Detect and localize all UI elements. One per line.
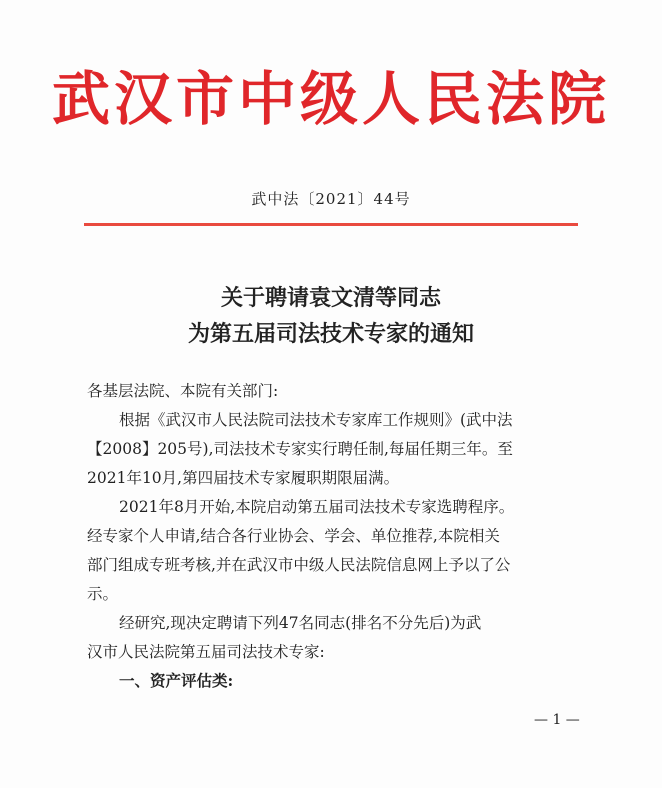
paragraph-1-line-3: 2021年10月,第四届技术专家履职期限届满。 [87,469,400,487]
red-separator-line [84,223,578,226]
notice-title-line-1: 关于聘请袁文清等同志 [220,285,441,311]
addressee: 各基层法院、本院有关部门: [87,382,279,400]
paragraph-1-line-2: 【2008】205号),司法技术专家实行聘任制,每届任期三年。至 [87,440,513,458]
paragraph-2-line-2: 经专家个人申请,结合各行业协会、学会、单位推荐,本院相关 [87,527,500,545]
paragraph-3-line-2: 汉市人民法院第五届司法技术专家: [87,643,325,661]
page-number: — 1 — [534,712,580,728]
paragraph-2-line-1: 2021年8月开始,本院启动第五届司法技术专家选聘程序。 [119,498,515,516]
notice-title-line-2: 为第五届司法技术专家的通知 [187,321,474,347]
section-1-heading: 一、资产评估类: [119,671,234,690]
paragraph-2-line-4: 示。 [87,585,119,603]
paragraph-3-line-1: 经研究,现决定聘请下列47名同志(排名不分先后)为武 [119,614,482,632]
paragraph-2-line-3: 部门组成专班考核,并在武汉市中级人民法院信息网上予以了公 [87,556,511,574]
document-number: 武中法〔2021〕44号 [251,190,411,208]
paragraph-1-line-1: 根据《武汉市人民法院司法技术专家库工作规则》(武中法 [119,411,513,429]
issuing-authority-header: 武汉市中级人民法院 [51,65,610,133]
notice-title [0,280,662,352]
